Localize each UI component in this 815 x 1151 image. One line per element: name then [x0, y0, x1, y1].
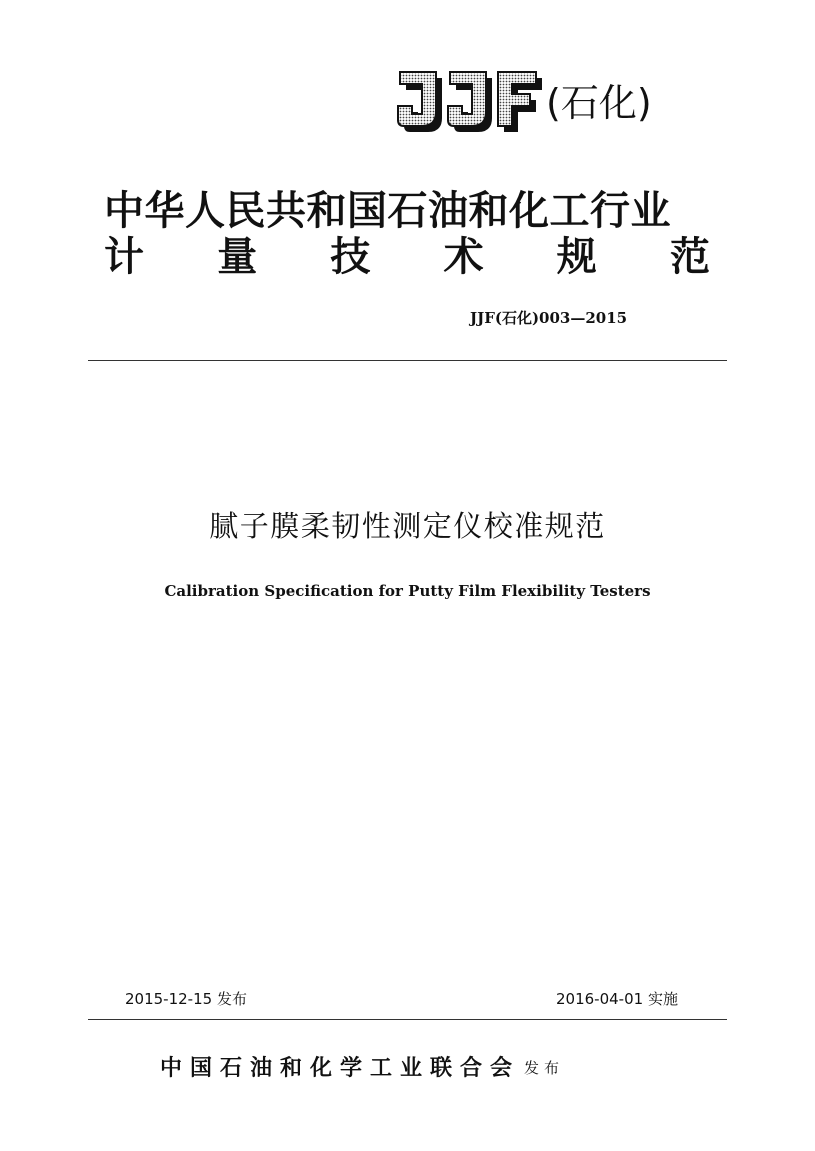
spec-type-title — [104, 232, 710, 282]
document-title-cn: 腻子膜柔韧性测定仪校准规范 — [209, 509, 606, 543]
spec-type-char: 术 — [443, 233, 484, 280]
document-title-en: Calibration Specification for Putty Film Flexibility Testers — [164, 582, 651, 600]
implementation-date: 2016-04-01 实施 — [556, 990, 678, 1008]
spec-type-char: 量 — [217, 233, 258, 280]
jjf-logo-mark — [396, 68, 546, 138]
header-divider — [88, 360, 727, 361]
issue-date: 2015-12-15 发布 — [125, 990, 247, 1008]
logo-suffix: (石化) — [546, 81, 652, 125]
standard-number: JJF(石化)003—2015 — [470, 309, 628, 327]
jjf-logo — [396, 68, 696, 138]
industry-title: 中华人民共和国石油和化工行业 — [104, 187, 671, 234]
spec-type-char: 范 — [669, 233, 710, 280]
spec-type-char: 计 — [104, 233, 144, 280]
publisher-suffix: 发布 — [524, 1059, 565, 1077]
footer-divider — [88, 1019, 727, 1020]
spec-type-char: 规 — [556, 233, 597, 280]
publisher-line — [160, 1050, 564, 1086]
spec-type-char: 技 — [330, 233, 371, 280]
publisher-name: 中国石油和化学工业联合会 — [160, 1055, 521, 1081]
